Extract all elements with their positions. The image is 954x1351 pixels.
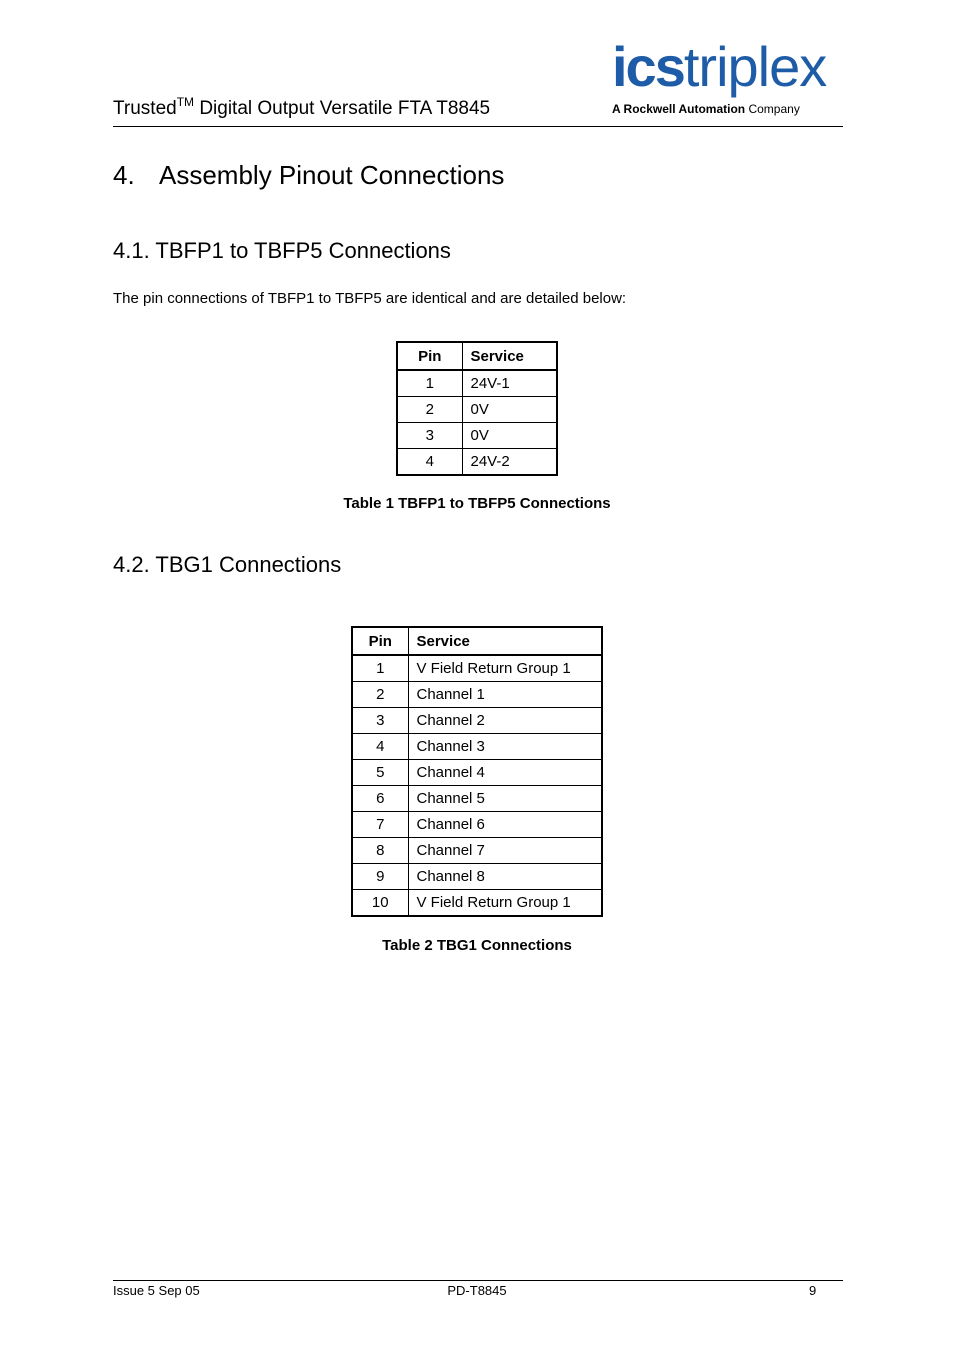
service-cell: 0V — [462, 423, 557, 449]
ics-triplex-logo — [612, 35, 844, 120]
table-body — [397, 370, 557, 475]
pin-cell: 9 — [352, 864, 408, 890]
pin-cell: 8 — [352, 838, 408, 864]
table-row — [352, 838, 602, 864]
footer-page-number: 9 — [809, 1283, 817, 1298]
table-row — [352, 890, 602, 917]
table-body — [352, 655, 602, 916]
footer-issue: Issue 5 Sep 05 — [113, 1283, 200, 1298]
logo-tagline-text: A Rockwell Automation — [612, 102, 746, 116]
table-1-caption: Table 1 TBFP1 to TBFP5 Connections — [343, 495, 611, 512]
service-cell: Channel 2 — [408, 708, 602, 734]
pin-cell: 4 — [352, 734, 408, 760]
subsection-heading-tbg1: 4.2. TBG1 Connections — [113, 552, 342, 577]
pin-cell: 5 — [352, 760, 408, 786]
header-divider — [113, 126, 843, 127]
service-cell: Channel 7 — [408, 838, 602, 864]
title-main: Trusted — [113, 98, 177, 119]
table-row — [352, 760, 602, 786]
table-header-row — [397, 342, 557, 370]
footer-doc-number: PD-T8845 — [447, 1283, 507, 1298]
column-header-pin: Pin — [397, 342, 462, 370]
pin-cell: 3 — [352, 708, 408, 734]
table-row — [352, 786, 602, 812]
service-cell: V Field Return Group 1 — [408, 655, 602, 682]
table-row — [397, 397, 557, 423]
column-header-service: Service — [408, 627, 602, 655]
service-cell: V Field Return Group 1 — [408, 890, 602, 917]
table-row — [397, 370, 557, 397]
logo-wordmark — [612, 34, 826, 100]
table-row — [352, 708, 602, 734]
logo-ics: ics — [612, 35, 684, 98]
pin-cell: 3 — [397, 423, 462, 449]
logo-tagline — [612, 102, 800, 116]
table-row — [352, 734, 602, 760]
pin-cell: 4 — [397, 449, 462, 476]
table-row — [352, 655, 602, 682]
service-cell: Channel 3 — [408, 734, 602, 760]
service-cell: Channel 8 — [408, 864, 602, 890]
pin-cell: 1 — [352, 655, 408, 682]
table-row — [397, 423, 557, 449]
pin-cell: 2 — [352, 682, 408, 708]
title-rest: Digital Output Versatile FTA T8845 — [194, 98, 491, 119]
service-cell: 24V-1 — [462, 370, 557, 397]
section-number: 4. — [113, 160, 135, 190]
table-row — [352, 682, 602, 708]
service-cell: Channel 6 — [408, 812, 602, 838]
intro-paragraph: The pin connections of TBFP1 to TBFP5 are identical and are detailed below: — [113, 290, 627, 307]
table-2-caption: Table 2 TBG1 Connections — [382, 937, 572, 954]
column-header-pin: Pin — [352, 627, 408, 655]
subsection-heading-tbfp: 4.1. TBFP1 to TBFP5 Connections — [113, 238, 451, 263]
pin-cell: 10 — [352, 890, 408, 917]
logo-triplex: triplex — [683, 35, 827, 98]
table-row — [352, 864, 602, 890]
column-header-service: Service — [462, 342, 557, 370]
table-header-row — [352, 627, 602, 655]
tbg1-pin-table — [351, 626, 603, 917]
table-row — [352, 812, 602, 838]
service-cell: Channel 5 — [408, 786, 602, 812]
pin-cell: 6 — [352, 786, 408, 812]
pin-cell: 1 — [397, 370, 462, 397]
document-title — [113, 95, 491, 120]
section-title: Assembly Pinout Connections — [159, 160, 505, 190]
service-cell: 0V — [462, 397, 557, 423]
section-heading — [113, 160, 504, 191]
pin-cell: 7 — [352, 812, 408, 838]
logo-company: Company — [748, 102, 800, 116]
table-row — [397, 449, 557, 476]
footer-divider — [113, 1280, 843, 1281]
pin-cell: 2 — [397, 397, 462, 423]
service-cell: Channel 4 — [408, 760, 602, 786]
trademark-sup: TM — [176, 95, 195, 109]
service-cell: 24V-2 — [462, 449, 557, 476]
service-cell: Channel 1 — [408, 682, 602, 708]
tbfp-pin-table — [396, 341, 558, 476]
